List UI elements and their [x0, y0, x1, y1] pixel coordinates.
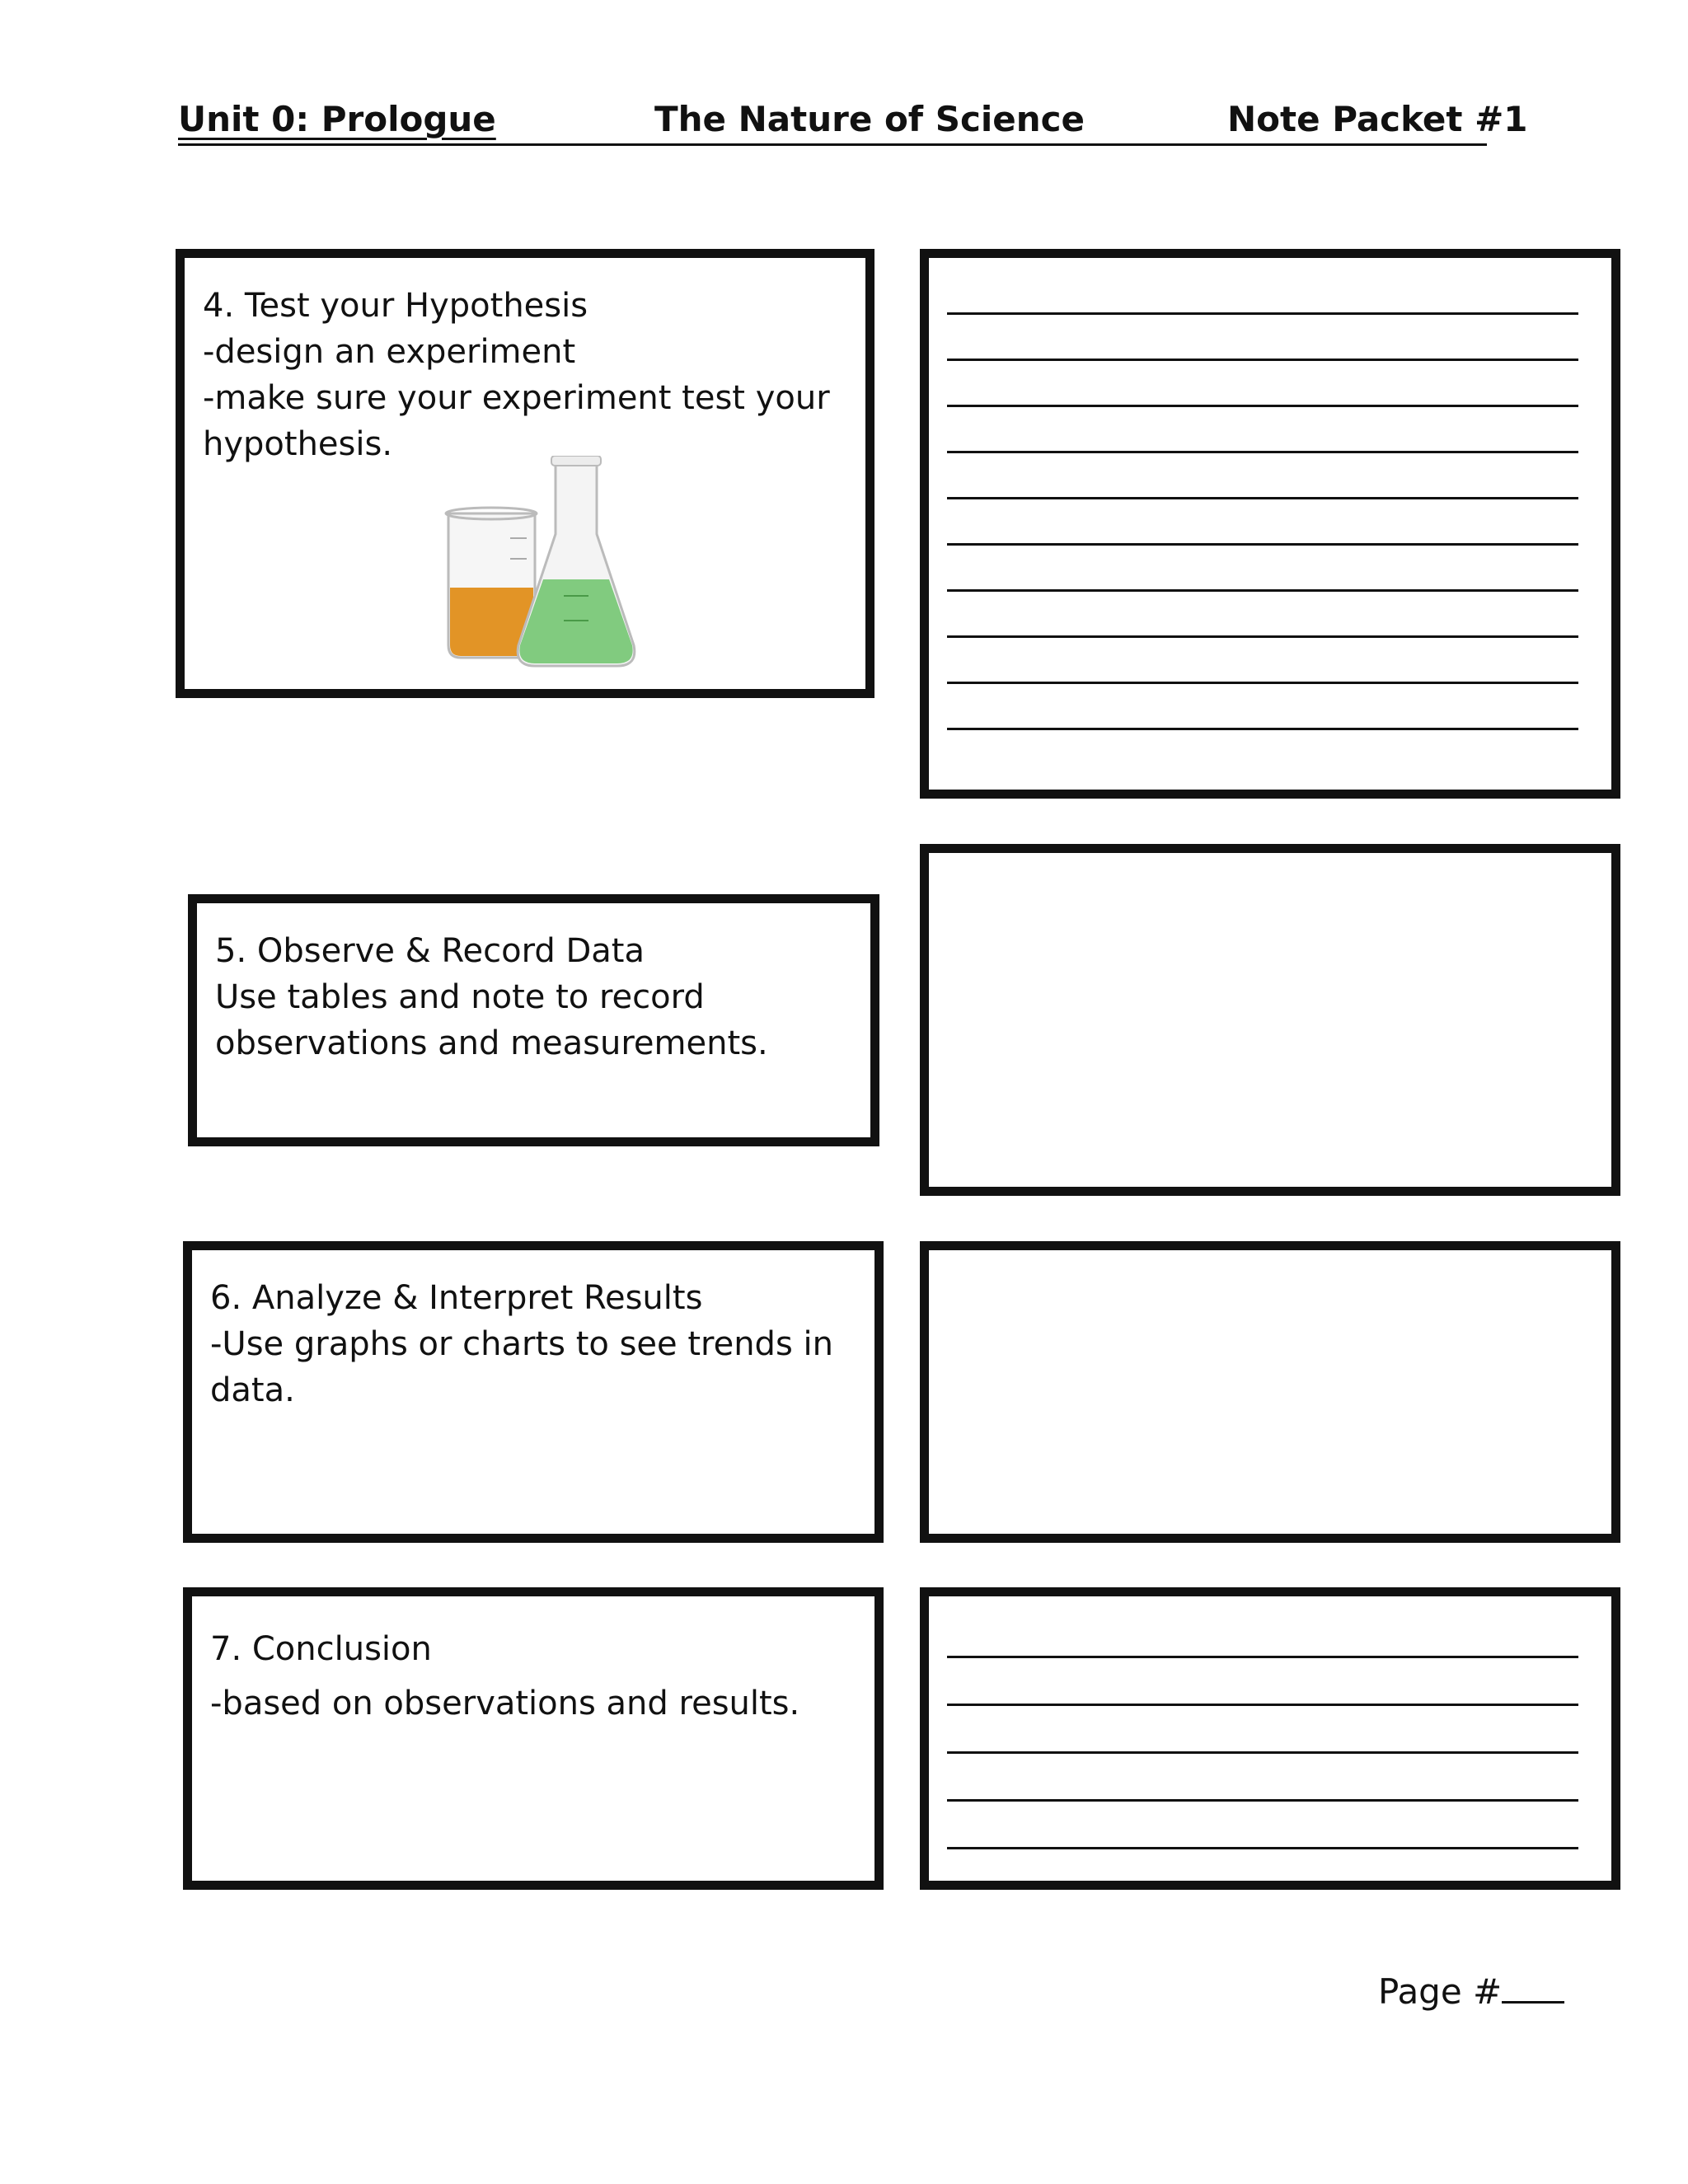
step-5-content [215, 928, 854, 1066]
step-4-line: hypothesis. [203, 425, 393, 463]
step-6-box [183, 1241, 884, 1543]
step-7-heading: 7. Conclusion [210, 1630, 432, 1668]
writing-line [947, 312, 1578, 315]
writing-lines [947, 258, 1578, 790]
writing-line [947, 635, 1578, 638]
writing-line [947, 359, 1578, 361]
writing-line [947, 682, 1578, 684]
step-4-line: -design an experiment [203, 333, 576, 371]
step-4-box [176, 249, 874, 698]
step-6-heading: 6. Analyze & Interpret Results [210, 1279, 703, 1317]
packet-label: Note Packet #1 [1227, 99, 1528, 139]
writing-line [947, 1799, 1578, 1802]
page-number [1378, 1971, 1564, 2012]
step-4-line: -make sure your experiment test your [203, 379, 830, 417]
document-title: The Nature of Science [654, 99, 1085, 139]
step-6-content [210, 1275, 858, 1413]
beaker-and-flask-icon [432, 456, 638, 678]
writing-line [947, 451, 1578, 453]
step-7-box [183, 1587, 884, 1890]
step-5-line: Use tables and note to record [215, 978, 705, 1016]
page-number-label: Page # [1378, 1971, 1503, 2012]
step-7-content [210, 1626, 858, 1727]
writing-lines [947, 1596, 1578, 1881]
step-6-line: -Use graphs or charts to see trends in [210, 1325, 833, 1363]
writing-line [947, 1847, 1578, 1849]
writing-line [947, 1656, 1578, 1658]
page-number-blank[interactable] [1502, 1973, 1564, 2004]
notes-box-step-5[interactable] [920, 844, 1620, 1196]
notes-box-step-6[interactable] [920, 1241, 1620, 1543]
writing-line [947, 589, 1578, 592]
step-5-box [188, 894, 879, 1146]
writing-line [947, 1751, 1578, 1754]
page-header [178, 97, 1528, 146]
step-4-heading: 4. Test your Hypothesis [203, 287, 588, 325]
step-6-line: data. [210, 1371, 295, 1409]
notes-box-step-4[interactable] [920, 249, 1620, 799]
unit-label: Unit 0: Prologue [178, 99, 496, 139]
writing-line [947, 543, 1578, 546]
writing-line [947, 728, 1578, 730]
step-5-heading: 5. Observe & Record Data [215, 932, 645, 970]
writing-line [947, 1704, 1578, 1706]
step-4-content [203, 283, 849, 467]
step-5-line: observations and measurements. [215, 1024, 768, 1062]
step-7-line: -based on observations and results. [210, 1685, 800, 1722]
notes-box-step-7[interactable] [920, 1587, 1620, 1890]
writing-line [947, 497, 1578, 499]
writing-line [947, 405, 1578, 407]
